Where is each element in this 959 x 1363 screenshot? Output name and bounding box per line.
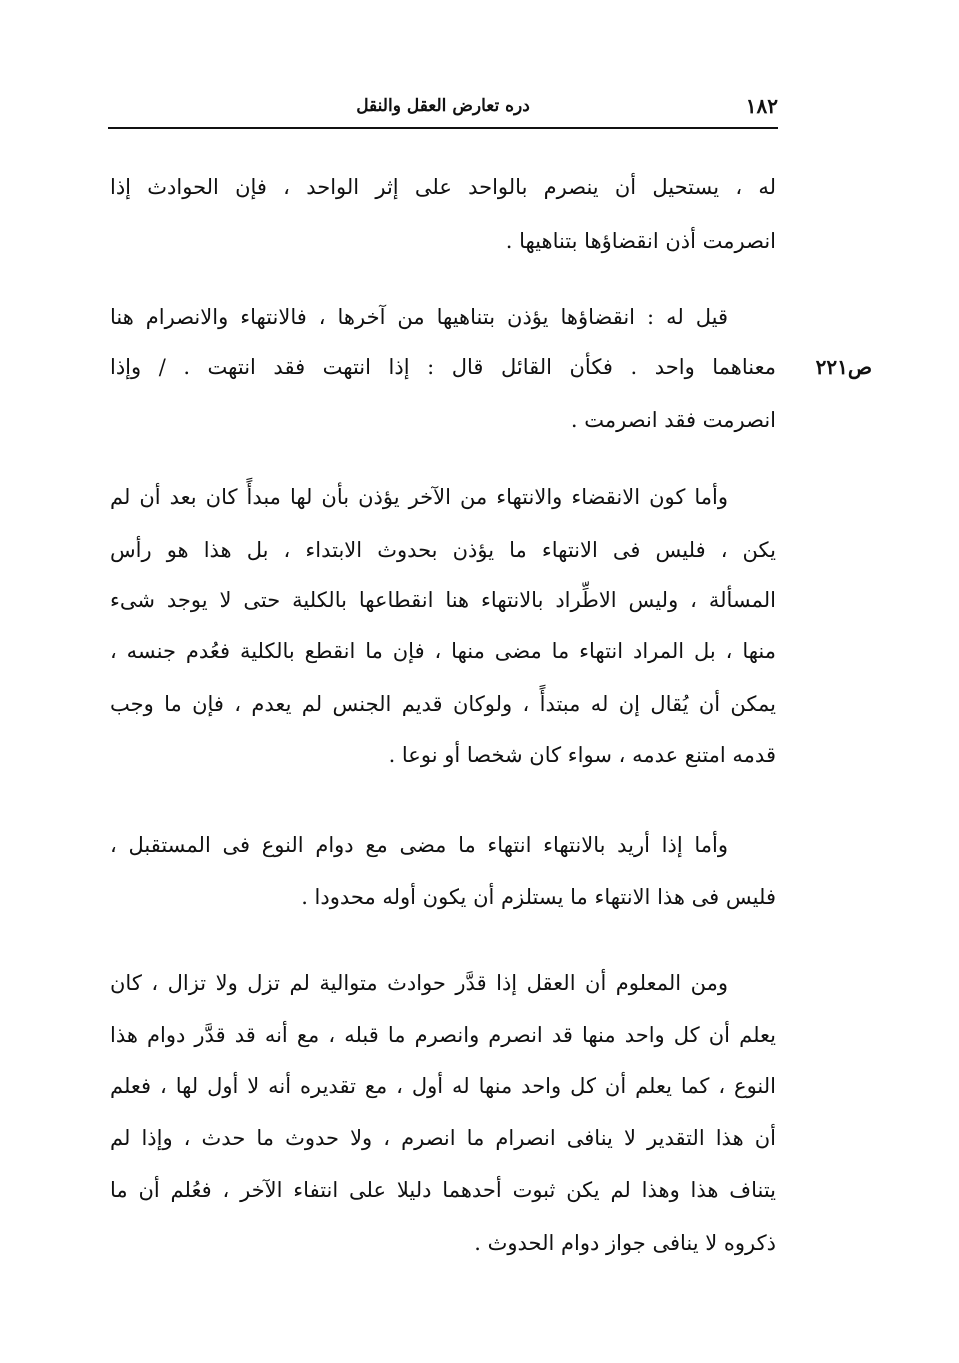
text-line: انصرمت أذن انقضاؤها بتناهيها .: [505, 229, 776, 253]
page-number: ١٨٢: [745, 94, 778, 118]
text-line: ذكروه لا ينافى جواز دوام الحدوث .: [474, 1231, 776, 1255]
text-line: انصرمت فقد انصرمت .: [570, 408, 776, 432]
text-line: قيل له : انقضاؤها يؤذن بتناهيها من آخرها ، فالانتهاء والانصرام هنا: [110, 305, 728, 329]
text-line: المسألة ، وليس الاطِّراد بالانتهاء هنا انقطاعها بالكلية حتى لا يوجد شىء: [110, 588, 776, 612]
text-line: أن هذا التقدير لا ينافى انصرام ما انصرم ، ولا حدوث ما حدث ، وإذا لم: [110, 1126, 776, 1150]
text-line: له ، يستحيل أن ينصرم بالواحد على إثر الواحد ، فإن الحوادث إذا: [110, 175, 776, 199]
text-line: النوع ، كما يعلم أن كل واحد منها له أول ، مع تقديره أنه لا أول لها ، فعلم: [110, 1074, 776, 1098]
header-rule: [108, 127, 778, 129]
text-line: يكن ، فليس فى الانتهاء ما يؤذن بحدوث الابتداء ، بل هذا هو رأس: [110, 538, 776, 562]
text-line: ومن المعلوم أن العقل إذا قدَّر حوادث متوالية لم تزل ولا تزال ، كان: [110, 971, 728, 995]
text-line: فليس فى هذا الانتهاء ما يستلزم أن يكون أوله محدودا .: [301, 885, 776, 909]
page-header: [108, 92, 778, 130]
text-line: معناهما واحد . فكأن القائل قال : إذا انتهت فقد انتهت . / وإذا: [110, 355, 776, 379]
text-line: قدمه امتنع عدمه ، سواء كان شخصا أو نوعا .: [388, 743, 776, 767]
text-line: يتناف هذا وهذا لم يكن ثبوت أحدهما دليلا على انتفاء الآخر ، فعُلم أن ما: [110, 1178, 776, 1202]
running-title: دره تعارض العقل والنقل: [356, 96, 530, 116]
text-line: يمكن أن يُقال إن له مبتدأً ، ولوكان قديم الجنس لم يعدم ، فإن ما وجب: [110, 692, 776, 716]
text-line: وأما كون الانقضاء والانتهاء من الآخر يؤذن بأن لها مبدأً كان بعد أن لم: [110, 485, 728, 509]
text-line: يعلم أن كل واحد منها قد انصرم وانصرم ما قبله ، مع أنه قد قدَّر دوام هذا: [110, 1023, 776, 1047]
text-line: وأما إذا أريد بالانتهاء انتهاء ما مضى مع دوام النوع فى المستقبل ،: [110, 833, 728, 857]
margin-page-reference: ص٢٢١: [815, 355, 872, 379]
text-line: منها ، بل المراد انتهاء ما مضى منها ، فإن ما انقطع بالكلية فعُدم جنسه ،: [110, 639, 776, 663]
